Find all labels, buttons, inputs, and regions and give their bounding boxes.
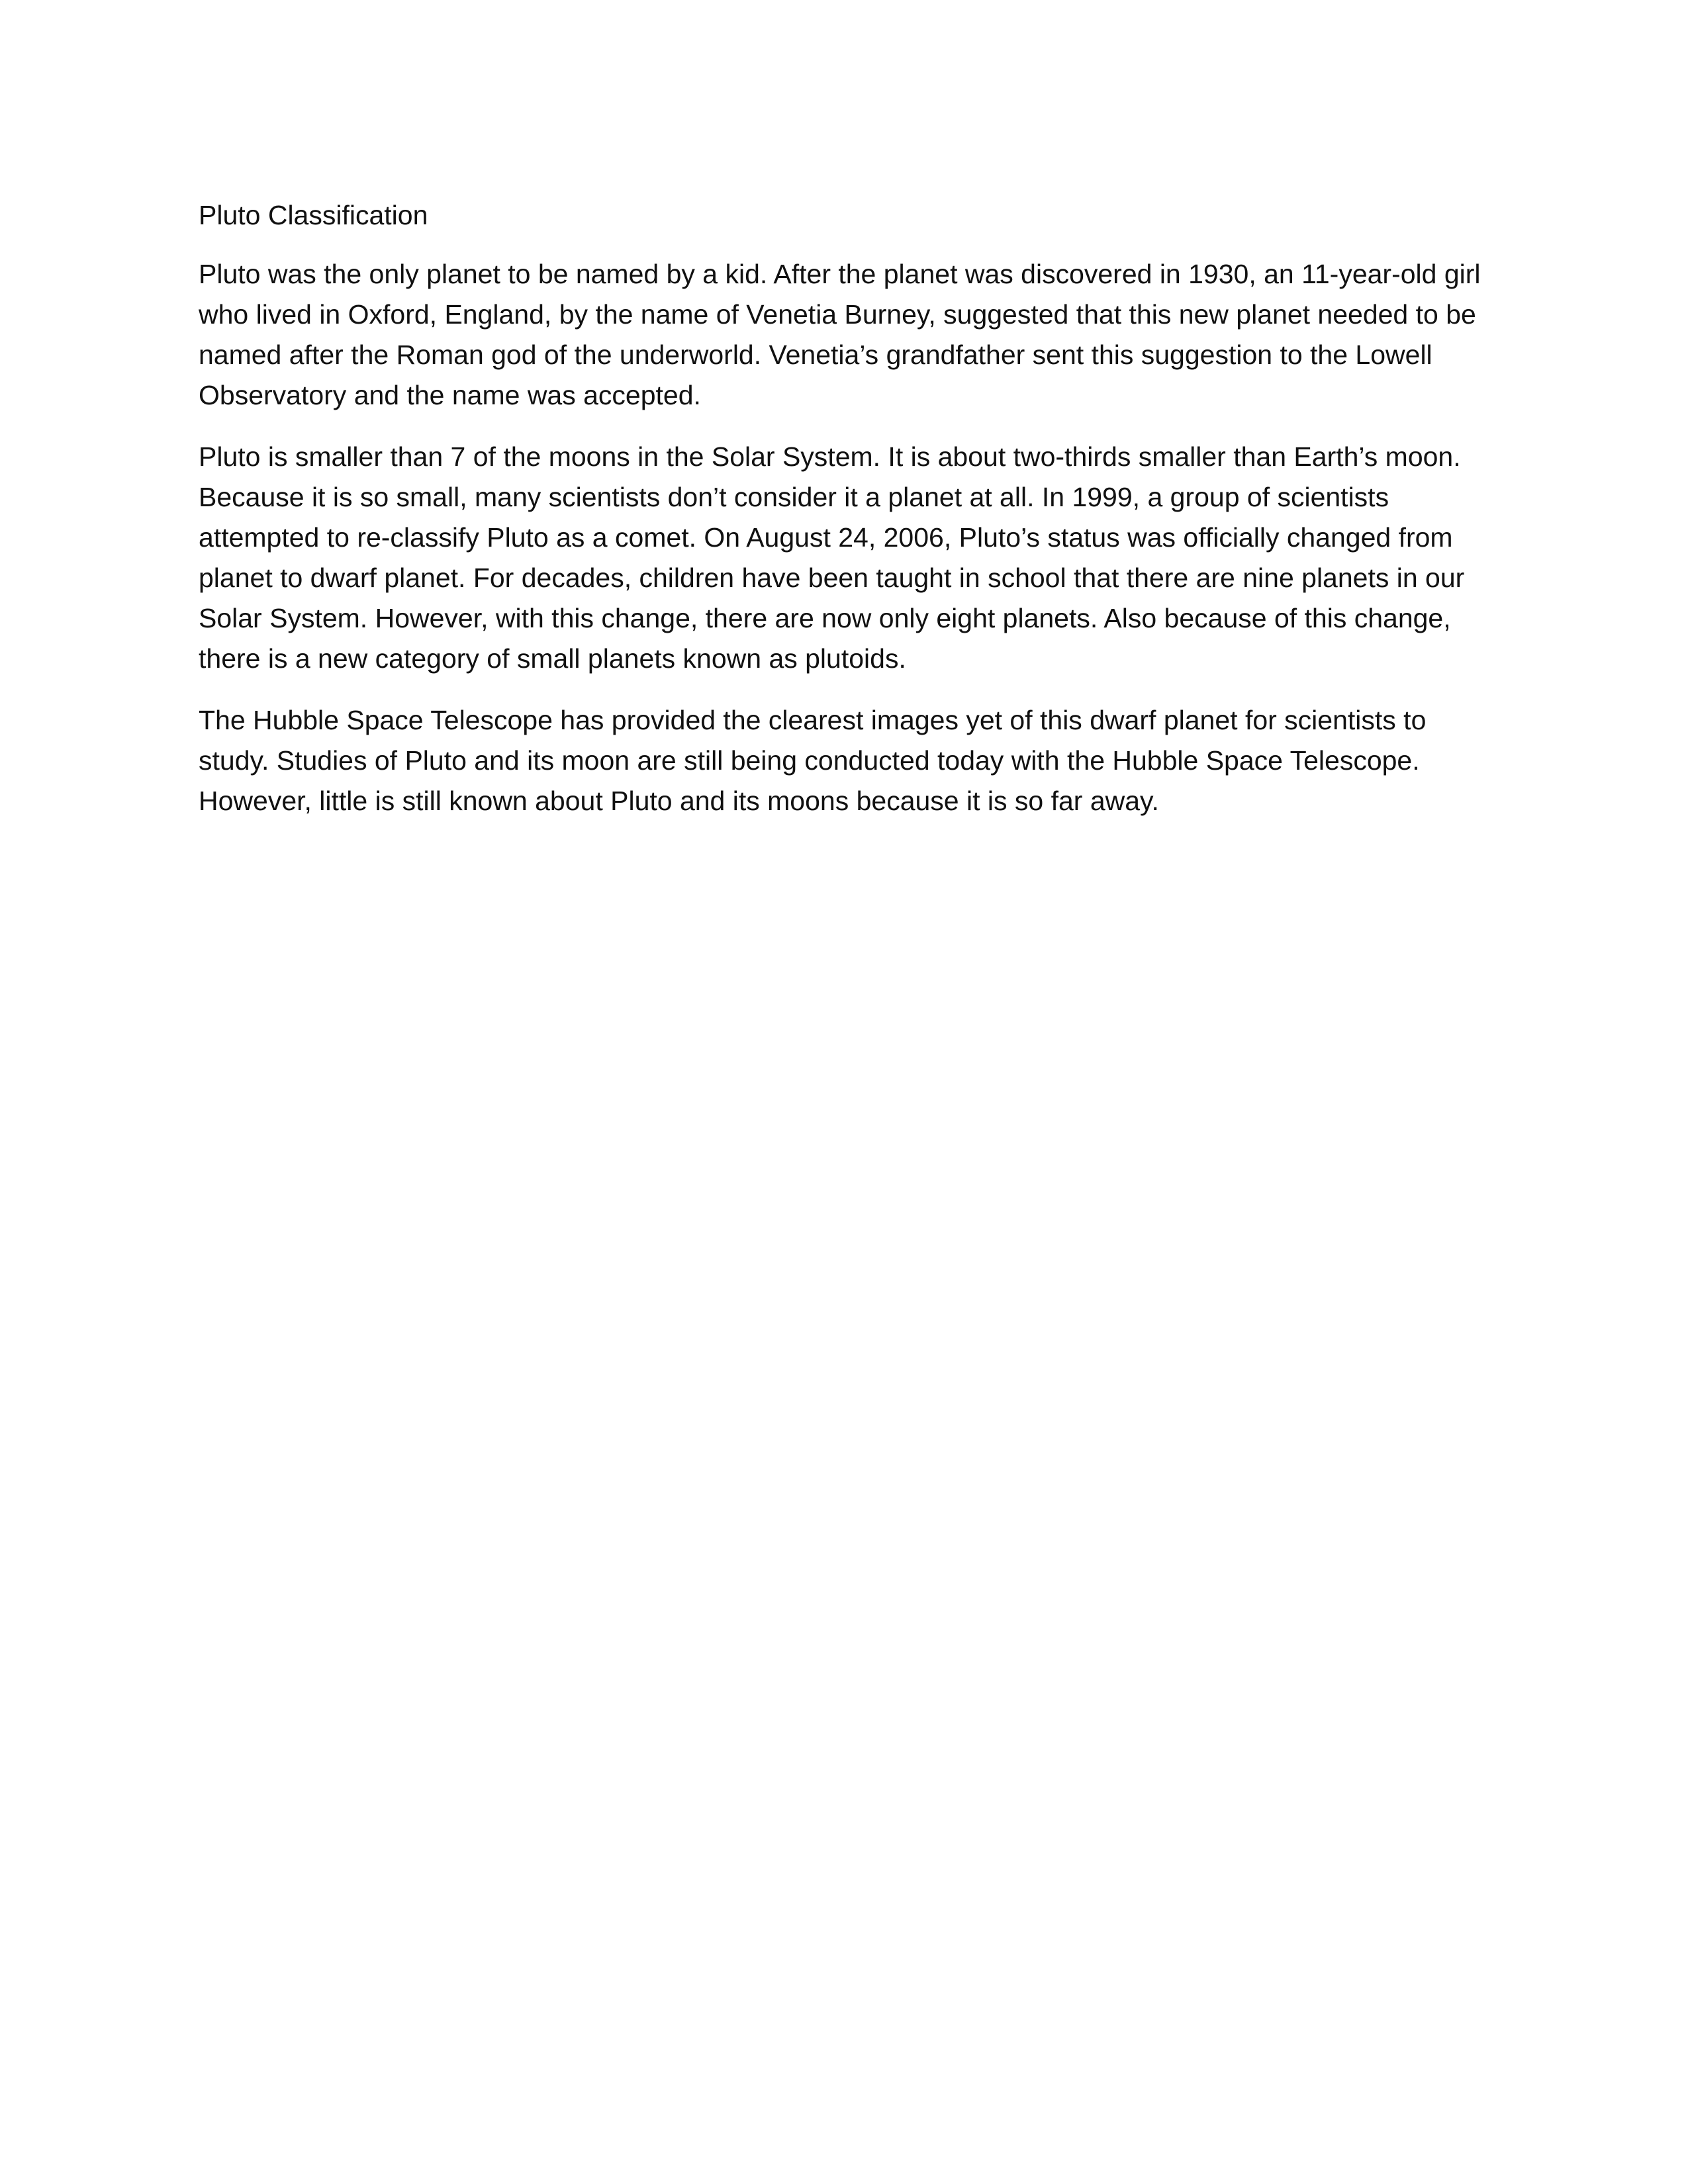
document-title: Pluto Classification — [199, 200, 428, 230]
paragraph-hubble: The Hubble Space Telescope has provided the clearest images yet of this dwarf planet for scientists to study. Studies of Pluto and its moon are still being conducted today with the Hubble Space Telescope. However, little is still known about Pluto and its moons because it is so far away. — [199, 705, 1427, 816]
document-body — [199, 195, 1496, 842]
paragraph-classification: Pluto is smaller than 7 of the moons in the Solar System. It is about two-thirds smaller than Earth’s moon. Because it is so small, many scientists don’t consider it a planet at all. In 1999, a group of scientists attempted to re-classify Pluto as a comet. On August 24, 2006, Pluto’s status was officially changed from planet to dwarf planet. For decades, children have been taught in school that there are nine planets in our Solar System. However, with this change, there are now only eight planets. Also because of this change, there is a new category of small planets known as plutoids. — [199, 441, 1465, 674]
paragraph-naming: Pluto was the only planet to be named by a kid. After the planet was discovered in 1930, an 11-year-old girl who lived in Oxford, England, by the name of Venetia Burney, suggested that this new planet needed to be named after the Roman god of the underworld. Venetia’s grandfather sent this suggestion to the Lowell Observatory and the name was accepted. — [199, 259, 1481, 410]
